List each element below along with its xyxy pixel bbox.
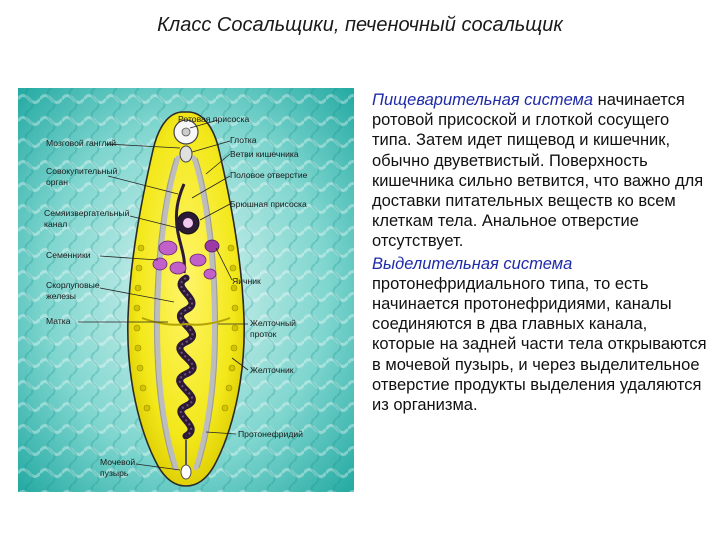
liver-fluke-diagram: [18, 88, 354, 492]
digestive-paragraph: [372, 90, 708, 252]
label-genital-opening: Половое отверстие: [230, 170, 308, 180]
label-seminal-canal: Семяизвергательный: [44, 208, 130, 218]
label-ventral-sucker: Брюшная присоска: [230, 199, 307, 209]
label-yolk-duct: Желточный: [250, 318, 296, 328]
label-bladder-2: пузырь: [100, 468, 129, 478]
excretory-body: протонефридиального типа, то есть начинается протонефридиями, каналы соединяются в два главных канала, которые на задней части тела открываются в мочевой пузырь, и через выделительное отверстие продукты выделения удаляются из организма.: [372, 274, 707, 415]
label-shell-glands: Скорлуповые: [46, 280, 100, 290]
label-copulatory-organ-2: орган: [46, 177, 69, 187]
label-protonephridium: Протонефридий: [238, 429, 303, 439]
label-brain-ganglion: Мозговой ганглий: [46, 138, 117, 148]
pharynx: [180, 146, 192, 162]
slide-title: Класс Сосальщики, печеночный сосальщик: [157, 14, 563, 36]
label-pharynx: Глотка: [230, 135, 257, 145]
digestive-heading: Пищеварительная система: [372, 91, 594, 109]
label-vitellarium: Желточник: [250, 365, 294, 375]
label-uterus: Матка: [46, 316, 71, 326]
label-oral-sucker: Ротовая присоска: [178, 114, 250, 124]
excretory-paragraph: [372, 254, 708, 416]
label-shell-glands-2: железы: [46, 291, 76, 301]
label-yolk-duct-2: проток: [250, 329, 277, 339]
label-seminal-canal-2: канал: [44, 219, 68, 229]
description-text: [372, 90, 708, 417]
bladder: [181, 465, 191, 479]
excretory-heading: Выделительная система: [372, 254, 573, 273]
label-intestine-branches: Ветви кишечника: [230, 149, 299, 159]
label-bladder: Мочевой: [100, 457, 136, 467]
label-ovary: Яичник: [232, 276, 261, 286]
label-copulatory-organ: Совокупительный: [46, 166, 118, 176]
digestive-body: начинается ротовой присоской и глоткой сосущего типа. Затем идет пищевод и кишечник, обычно двуветвистый. Поверхность кишечника сильно ветвится, что важно для доставки питательных веществ ко всем клеткам тела. Анальное отверстие отсутствует.: [372, 91, 704, 251]
label-testes: Семенники: [46, 250, 91, 260]
liver-fluke-illustration: [18, 88, 354, 492]
